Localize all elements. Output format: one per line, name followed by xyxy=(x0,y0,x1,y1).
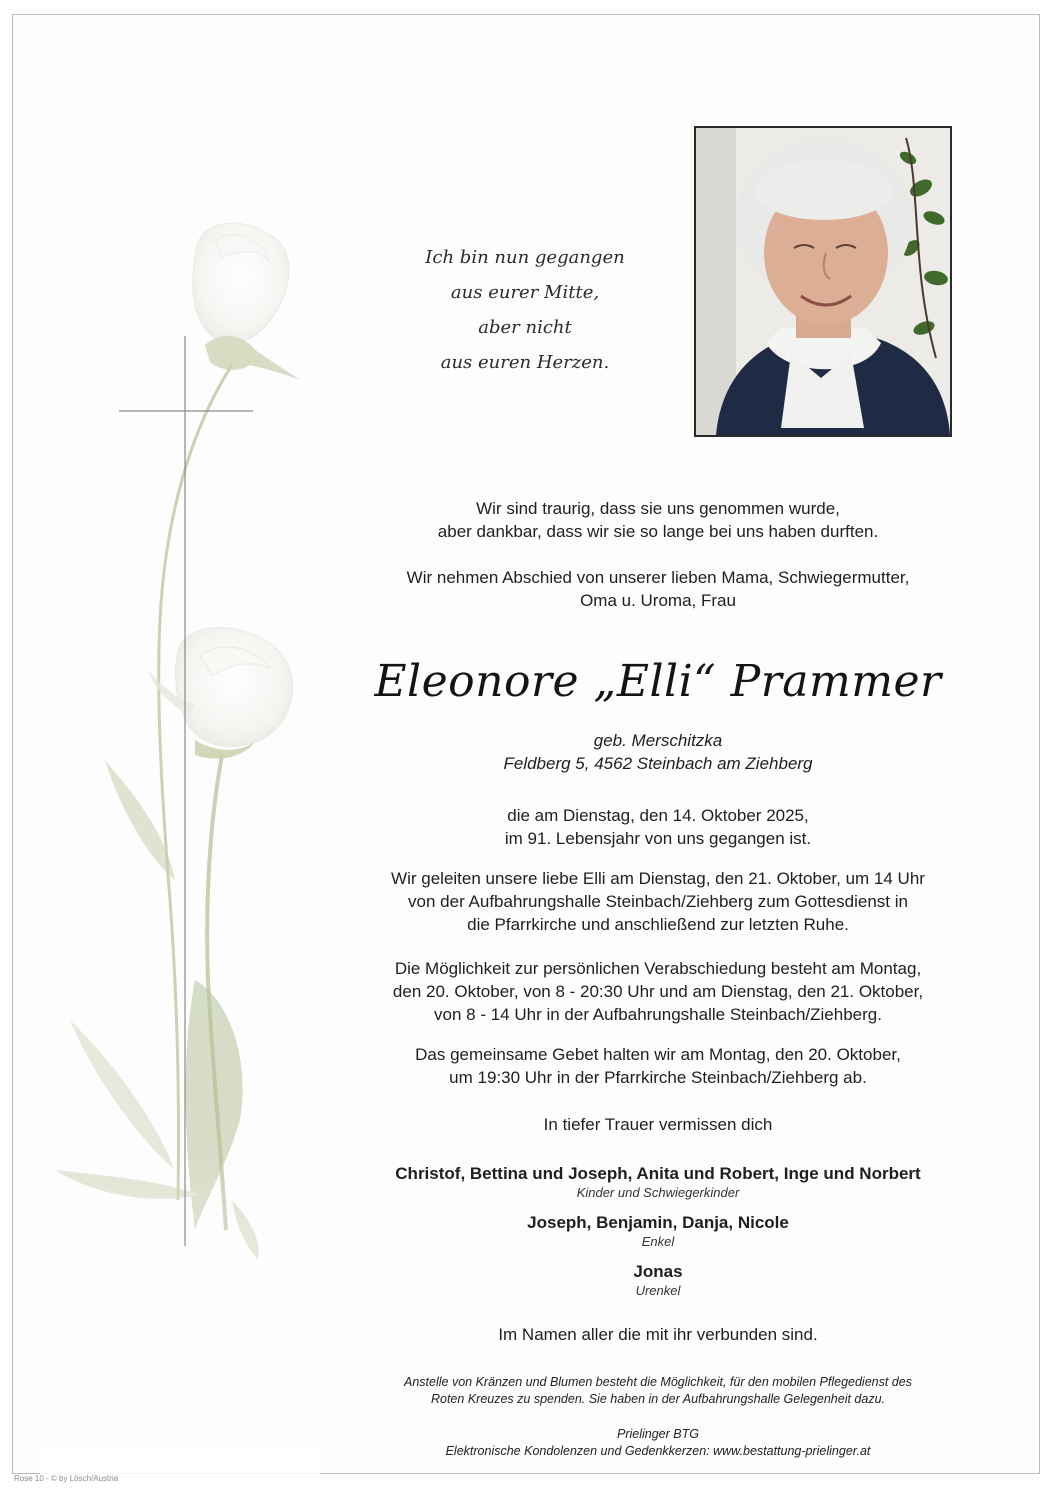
viewing-info xyxy=(340,957,976,1026)
text-line: im 91. Lebensjahr von uns gegangen ist. xyxy=(504,829,812,848)
funeral-info xyxy=(340,867,976,936)
text-line: Wir nehmen Abschied von unserer lieben Mama, Schwiegermutter, xyxy=(406,568,910,587)
prayer-info xyxy=(340,1043,976,1089)
mourner-role: Kinder und Schwiegerkinder xyxy=(576,1185,740,1200)
mourner-names: Jonas xyxy=(633,1262,683,1281)
poem-line: Ich bin nun gegangen xyxy=(425,247,625,268)
text-line: Wir sind traurig, dass sie uns genommen wurde, xyxy=(476,499,840,518)
poem-line: aus eurer Mitte, xyxy=(450,282,600,303)
poem-line: aus euren Herzen. xyxy=(440,352,610,373)
mourners-list xyxy=(340,1162,976,1299)
text-line: die Pfarrkirche und anschließend zur letzten Ruhe. xyxy=(467,915,849,934)
text-line: Roten Kreuzes zu spenden. Sie haben in der Aufbahrungshalle Gelegenheit dazu. xyxy=(430,1392,886,1406)
mourner-names: Joseph, Benjamin, Danja, Nicole xyxy=(527,1213,789,1232)
birth-name: geb. Merschitzka xyxy=(593,731,723,750)
deceased-details xyxy=(340,729,976,775)
text-line: Die Möglichkeit zur persönlichen Verabschiedung besteht am Montag, xyxy=(394,959,922,978)
image-credit: Rose 10 - © by Lösch/Austria xyxy=(14,1474,119,1483)
funeral-home-footer xyxy=(340,1426,976,1460)
mourner-role: Enkel xyxy=(641,1234,675,1249)
death-notice xyxy=(340,804,976,850)
text-line: Anstelle von Kränzen und Blumen besteht die Möglichkeit, für den mobilen Pflegedienst des xyxy=(404,1375,912,1389)
portrait-photo xyxy=(694,126,952,437)
deceased-name: Eleonore „Elli“ Prammer xyxy=(374,656,942,707)
address: Feldberg 5, 4562 Steinbach am Ziehberg xyxy=(503,754,813,773)
intro-gratitude xyxy=(340,497,976,543)
mourner-role: Urenkel xyxy=(635,1283,681,1298)
text-line: den 20. Oktober, von 8 - 20:30 Uhr und am Dienstag, den 21. Oktober, xyxy=(392,982,924,1001)
condolence-website: Elektronische Kondolenzen und Gedenkkerzen: www.bestattung-prielinger.at xyxy=(445,1444,871,1458)
company-name: Prielinger BTG xyxy=(617,1427,699,1441)
donation-note xyxy=(340,1374,976,1408)
mourning-intro: In tiefer Trauer vermissen dich xyxy=(543,1115,773,1134)
text-line: um 19:30 Uhr in der Pfarrkirche Steinbach/Ziehberg ab. xyxy=(449,1068,867,1087)
text-line: Wir geleiten unsere liebe Elli am Dienstag, den 21. Oktober, um 14 Uhr xyxy=(391,869,925,888)
text-line: von 8 - 14 Uhr in der Aufbahrungshalle Steinbach/Ziehberg. xyxy=(434,1005,882,1024)
intro-farewell xyxy=(340,566,976,612)
text-line: von der Aufbahrungshalle Steinbach/Ziehberg zum Gottesdienst in xyxy=(408,892,908,911)
poem xyxy=(360,240,690,380)
text-line: Das gemeinsame Gebet halten wir am Montag, den 20. Oktober, xyxy=(415,1045,901,1064)
mourner-names: Christof, Bettina und Joseph, Anita und Robert, Inge und Norbert xyxy=(395,1164,921,1183)
text-line: Oma u. Uroma, Frau xyxy=(580,591,736,610)
text-line: die am Dienstag, den 14. Oktober 2025, xyxy=(507,806,809,825)
poem-line: aber nicht xyxy=(478,317,572,338)
closing-line: Im Namen aller die mit ihr verbunden sind. xyxy=(498,1325,818,1344)
text-line: aber dankbar, dass wir sie so lange bei uns haben durften. xyxy=(437,522,879,541)
